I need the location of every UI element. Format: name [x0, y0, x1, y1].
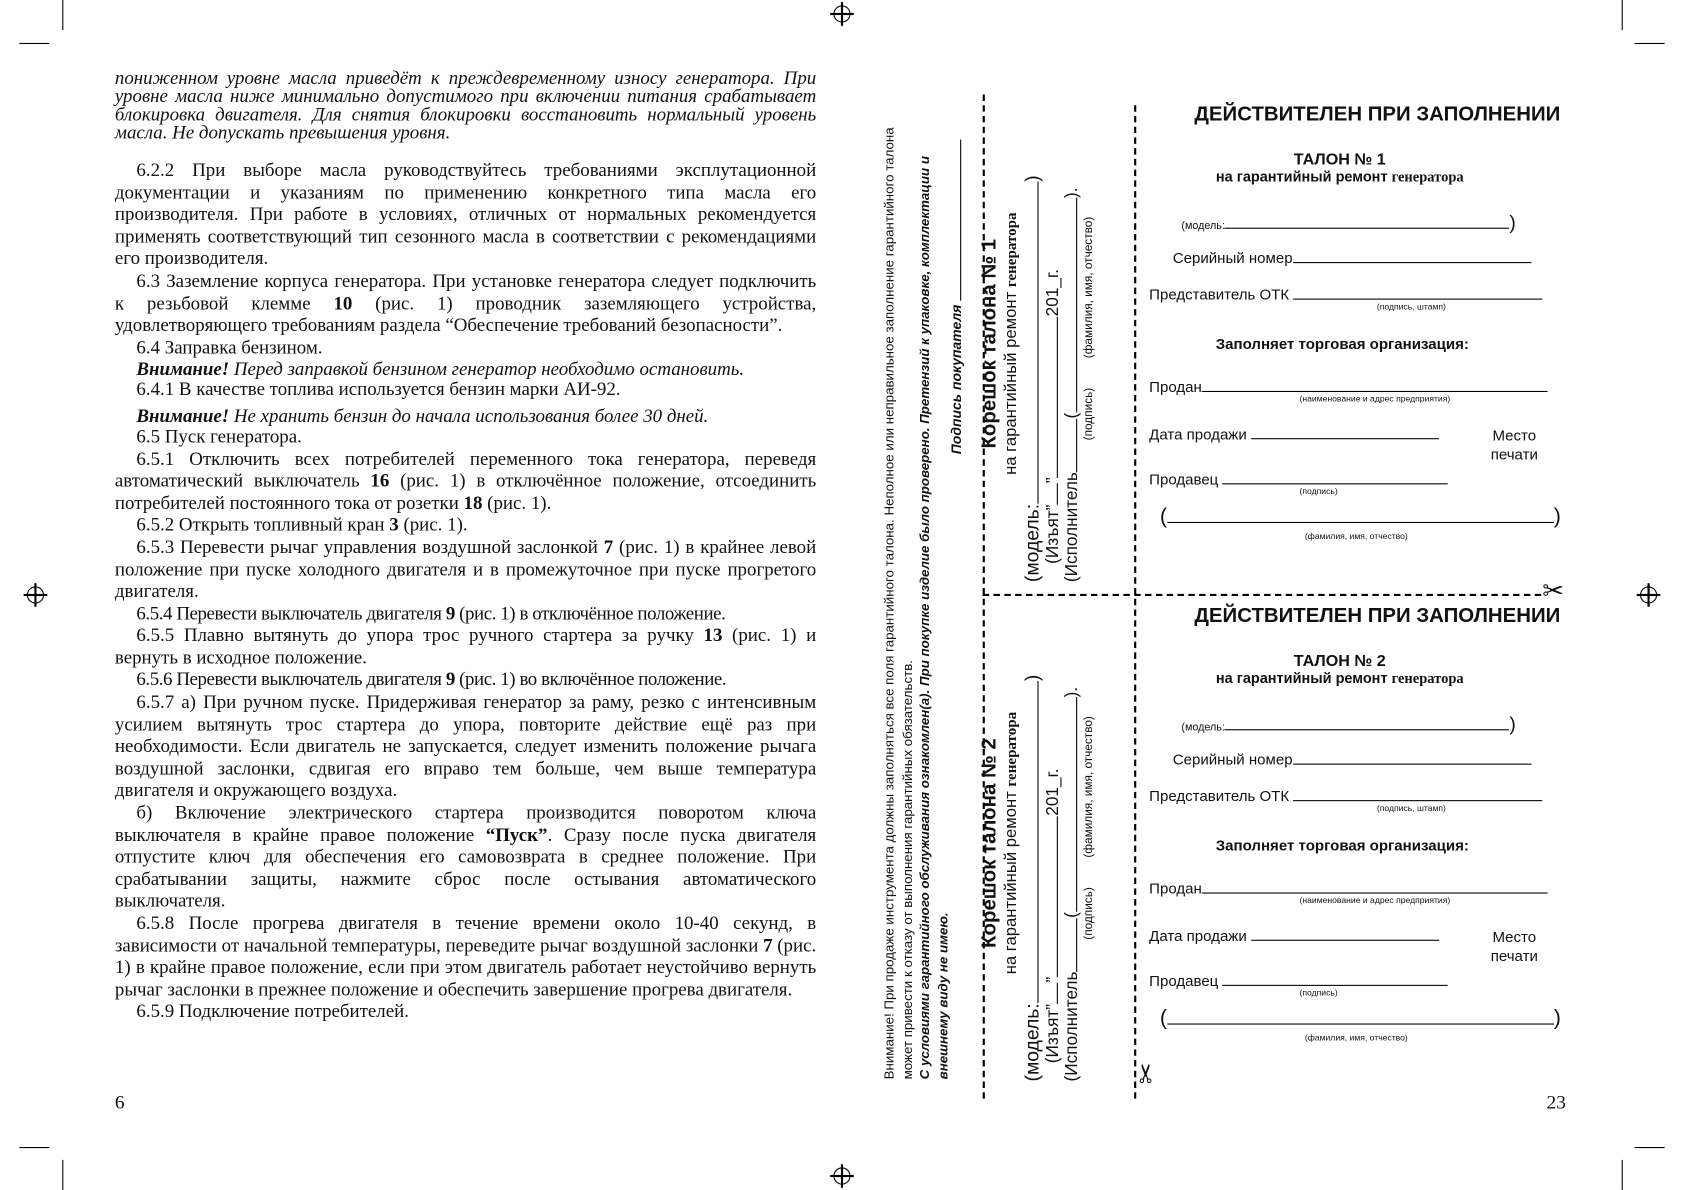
page-number-right: 23	[1546, 1091, 1566, 1113]
stub-title: Корешок талона № 1	[978, 238, 1001, 449]
seller-field[interactable]: Продавец (подпись)	[1149, 972, 1573, 989]
paragraph-6-3: 6.3 Заземление корпуса генератора. При установке генератора следует подключить к резьбовой клемме 10 (рис. 1) проводник заземляющего устройства, удовлетворяющего требованиям раздела “Обеспечение требований безопасности”.	[114, 269, 817, 336]
crop-mark	[62, 1160, 63, 1190]
registration-mark-icon	[833, 1167, 850, 1184]
paragraph-6-5-2: 6.5.2 Открыть топливный кран 3 (рис. 1).	[136, 513, 468, 536]
ticket-valid-heading: ДЕЙСТВИТЕЛЕН ПРИ ЗАПОЛНЕНИИ	[1194, 604, 1561, 628]
paragraph-6-5-3: 6.5.3 Перевести рычаг управления воздушной заслонкой 7 (рис. 1) в крайнее левой положение при пуске холодного двигателя и в промежуточное при пуске прогретого двигателя.	[114, 535, 817, 602]
paragraph-6-5-7b: б) Включение электрического стартера производится поворотом ключа выключателя в крайне правое положение “Пуск”. Сразу после пуска двигателя отпустите ключ для обеспечения его самовозврата в среднее положение. При срабатывании защиты, нажмите сброс после остывания автоматического выключателя.	[114, 801, 817, 912]
stub-title: Корешок талона № 2	[978, 738, 1001, 948]
page-number-left: 6	[114, 1091, 125, 1113]
registration-mark-icon	[27, 586, 44, 603]
ticket-valid-heading: ДЕЙСТВИТЕЛЕН ПРИ ЗАПОЛНЕНИИ	[1194, 103, 1561, 126]
crop-mark	[1635, 1147, 1665, 1148]
crop-mark	[19, 1147, 49, 1148]
crop-mark	[62, 0, 63, 30]
crop-mark	[19, 43, 49, 44]
registration-mark-icon	[1640, 586, 1657, 603]
fio-field[interactable]: ( ) (фамилия, имя, отчество)	[1159, 1006, 1561, 1043]
seller-field[interactable]: Продавец (подпись)	[1149, 470, 1573, 487]
serial-field[interactable]: Серийный номер	[1173, 249, 1574, 266]
paragraph-6-5-8: 6.5.8 После прогрева двигателя в течение времени около 10-40 секунд, в зависимости от начальной температуры, переведите рычаг воздушной заслонки 7 (рис. 1) в крайне правое положение, если при этом двигатель работает неустойчиво вернуть рычаг заслонки в прежнее положение и обеспечить завершение прогрева двигателя.	[114, 911, 817, 1000]
fio-field[interactable]: ( ) (фамилия, имя, отчество)	[1159, 504, 1561, 542]
warning-refuel: Внимание! Перед заправкой бензином генератор необходимо остановить.	[136, 358, 745, 380]
sale-date-field[interactable]: Дата продажи Место печати	[1149, 425, 1538, 463]
paragraph-6-5-7a: 6.5.7 а) При ручном пуске. Придерживая генератор за раму, резко с интенсивным усилием вытянуть трос стартера до упора, повторите действие ещё раз при необходимости. Если двигатель не запускается, следует изменить положение рычага воздушной заслонки, сдвигая его вправо тем больше, чем выше температура двигателя и окружающего воздуха.	[114, 690, 817, 801]
paragraph-6-5-9: 6.5.9 Подключение потребителей.	[136, 1000, 409, 1022]
otk-field[interactable]: Представитель ОТК (подпись, штамп)	[1149, 286, 1573, 303]
sold-field[interactable]: Продан (наименование и адрес предприятия)	[1149, 880, 1573, 897]
oil-level-note: пониженном уровне масла приведёт к преждевременному износу генератора. При уровне масла ниже минимально допустимого при включении питания срабатывает блокировка двигателя. Для снятия блокировки восстановить нормальный уровень масла. Не допускать превышения уровня.	[114, 66, 817, 143]
paragraph-6-5-4: 6.5.4 Перевести выключатель двигателя 9 (рис. 1) в отключённое положение.	[136, 602, 726, 624]
otk-field[interactable]: Представитель ОТК (подпись, штамп)	[1149, 787, 1573, 804]
stub-1: Подпись покупателя Корешок талона № 1 на гарантийный ремонт генератора (модель:) (Изъят””201_г. (Исполнитель(). (подпись) (фамилия, имя, отчество)	[948, 97, 1120, 591]
registration-mark-icon	[833, 5, 850, 22]
ticket-1: ДЕЙСТВИТЕЛЕН ПРИ ЗАПОЛНЕНИИ ТАЛОН № 1 на гарантийный ремонт генератора (модель: ) Серийный номер Представитель ОТК (подпись, штамп) Заполняет торговая организация: Продан (наименование и адрес предприятия) Дата продажи Место печати Продавец (подпись) ( ) (фамилия, имя, отчество)	[1149, 103, 1573, 529]
paragraph-6-5: 6.5 Пуск генератора.	[136, 425, 302, 447]
sold-field[interactable]: Продан (наименование и адрес предприятия)	[1149, 378, 1573, 395]
crop-mark	[1622, 1160, 1623, 1190]
model-field[interactable]: (модель: )	[1181, 713, 1516, 735]
left-page-text	[114, 66, 817, 1023]
paragraph-6-4-1: 6.4.1 В качестве топлива используется бензин марки АИ-92.	[136, 378, 621, 400]
crop-mark	[1635, 43, 1665, 44]
serial-field[interactable]: Серийный номер	[1173, 751, 1574, 768]
cut-line	[1134, 105, 1136, 1098]
paragraph-6-2-2: 6.2.2 При выборе масла руководствуйтесь требованиями эксплутационной документации и указаниям по применению конкретного типа масла его производителя. При работе в условиях, отличных от нормальных рекомендуется применять соответствующий тип сезонного масла в соответствии с рекомендациями его производителя.	[114, 158, 817, 269]
sale-date-field[interactable]: Дата продажи Место печати	[1149, 926, 1538, 965]
ticket-2: ДЕЙСТВИТЕЛЕН ПРИ ЗАПОЛНЕНИИ ТАЛОН № 2 на гарантийный ремонт генератора (модель: ) Серийный номер Представитель ОТК (подпись, штамп) Заполняет торговая организация: Продан (наименование и адрес предприятия) Дата продажи Место печати Продавец (подпись) ( ) (фамилия, имя, отчество)	[1149, 605, 1573, 1031]
paragraph-6-5-6: 6.5.6 Перевести выключатель двигателя 9 (рис. 1) во включённое положение.	[136, 668, 727, 690]
scissors-icon: ✂	[1542, 577, 1564, 606]
crop-mark	[1622, 0, 1623, 30]
scissors-icon: ✂	[1133, 1062, 1162, 1085]
warranty-notice: Внимание! При продаже инструмента должны заполняться все поля гарантийного талона. Неполное или неправильное заполнение гарантийного талона может привести к отказу от выполнения гарантийных обязательств. С условиями гарантийного обслуживания ознакомлен(а). При покупке изделие было проверено. Претензий к упаковке, комплектации и внешнему виду не имею.	[881, 127, 950, 1080]
model-field[interactable]: (модель: )	[1181, 211, 1516, 234]
warning-storage: Внимание! Не хранить бензин до начала использования более 30 дней.	[136, 404, 709, 427]
paragraph-6-5-5: 6.5.5 Плавно вытянуть до упора трос ручного стартера за ручку 13 (рис. 1) и вернуть в исходное положение.	[114, 624, 817, 668]
stub-2: Корешок талона № 2 на гарантийный ремонт генератора (модель:) (Изъят””201_г. (Исполнитель(). (подпись) (фамилия, имя, отчество)	[948, 596, 1120, 1090]
buyer-signature-label: Подпись покупателя	[948, 304, 965, 455]
paragraph-6-5-1: 6.5.1 Отключить всех потребителей переменного тока генератора, переведя автоматический выключатель 16 (рис. 1) в отключённое положение, отсоединить потребителей постоянного тока от розетки 18 (рис. 1).	[114, 447, 817, 514]
paragraph-6-4: 6.4 Заправка бензином.	[136, 335, 323, 358]
